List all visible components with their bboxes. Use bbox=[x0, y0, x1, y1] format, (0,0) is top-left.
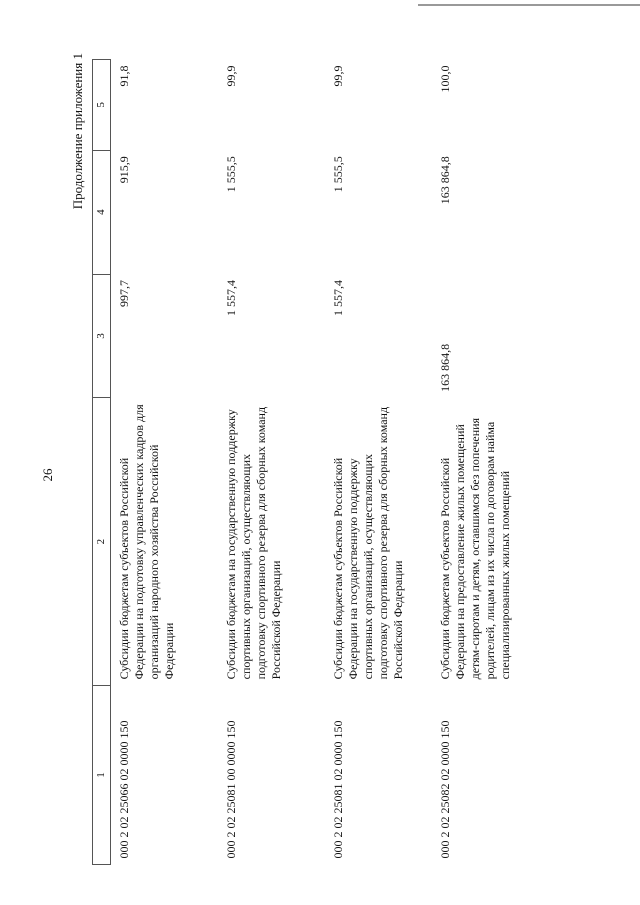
value-col-3: 997,7 bbox=[117, 280, 131, 308]
table-row bbox=[325, 60, 432, 865]
table-header-row bbox=[93, 60, 111, 865]
value-col-5: 100,0 bbox=[438, 65, 452, 93]
value-col-3: 163 864,8 bbox=[438, 343, 452, 392]
header-col-3: 3 bbox=[93, 274, 111, 398]
budget-code: 000 2 02 25082 02 0000 150 bbox=[438, 720, 452, 859]
value-col-5: 99,9 bbox=[331, 65, 345, 87]
header-col-5: 5 bbox=[93, 60, 111, 151]
description: Субсидии бюджетам субъектов Российской Федерации на государственную поддержку спортивных организаций, осуществляющих подготовку спортивного резерва для сборных команд Российской Федерации bbox=[331, 406, 405, 680]
budget-code: 000 2 02 25081 00 0000 150 bbox=[224, 720, 238, 859]
table-row bbox=[111, 60, 219, 865]
value-col-3: 1 557,4 bbox=[224, 280, 238, 317]
value-col-5: 91,8 bbox=[117, 65, 131, 87]
value-col-4: 163 864,8 bbox=[438, 156, 452, 205]
table-row bbox=[432, 60, 539, 865]
header-col-1: 1 bbox=[93, 685, 111, 864]
value-col-4: 1 555,5 bbox=[224, 156, 238, 193]
value-col-4: 915,9 bbox=[117, 156, 131, 184]
value-col-5: 99,9 bbox=[224, 65, 238, 87]
scan-edge-line bbox=[418, 4, 640, 6]
budget-code: 000 2 02 25066 02 0000 150 bbox=[117, 720, 131, 859]
description: Субсидии бюджетам субъектов Российской Федерации на предоставление жилых помещений детям-сиротам и детям, оставшимся без попечения родителей, лицам из их числа по договорам найма специализированных жилых помещений bbox=[438, 417, 512, 680]
continuation-label: Продолжение приложения 1 bbox=[70, 53, 85, 210]
value-col-3: 1 557,4 bbox=[331, 280, 345, 317]
header-col-2: 2 bbox=[93, 398, 111, 686]
budget-code: 000 2 02 25081 02 0000 150 bbox=[331, 720, 345, 859]
header-col-4: 4 bbox=[93, 150, 111, 274]
description: Субсидии бюджетам на государственную поддержку спортивных организаций, осуществляющих подготовку спортивного резерва для сборных команд Российской Федерации bbox=[224, 406, 283, 680]
value-col-4: 1 555,5 bbox=[331, 156, 345, 193]
description: Субсидии бюджетам субъектов Российской Федерации на подготовку управленческих кадров для организаций народного хозяйства Российской Федерации bbox=[117, 404, 176, 680]
page-number: 26 bbox=[40, 468, 55, 482]
table-row bbox=[218, 60, 325, 865]
rotated-page bbox=[20, 25, 620, 885]
appendix-table bbox=[92, 59, 539, 865]
